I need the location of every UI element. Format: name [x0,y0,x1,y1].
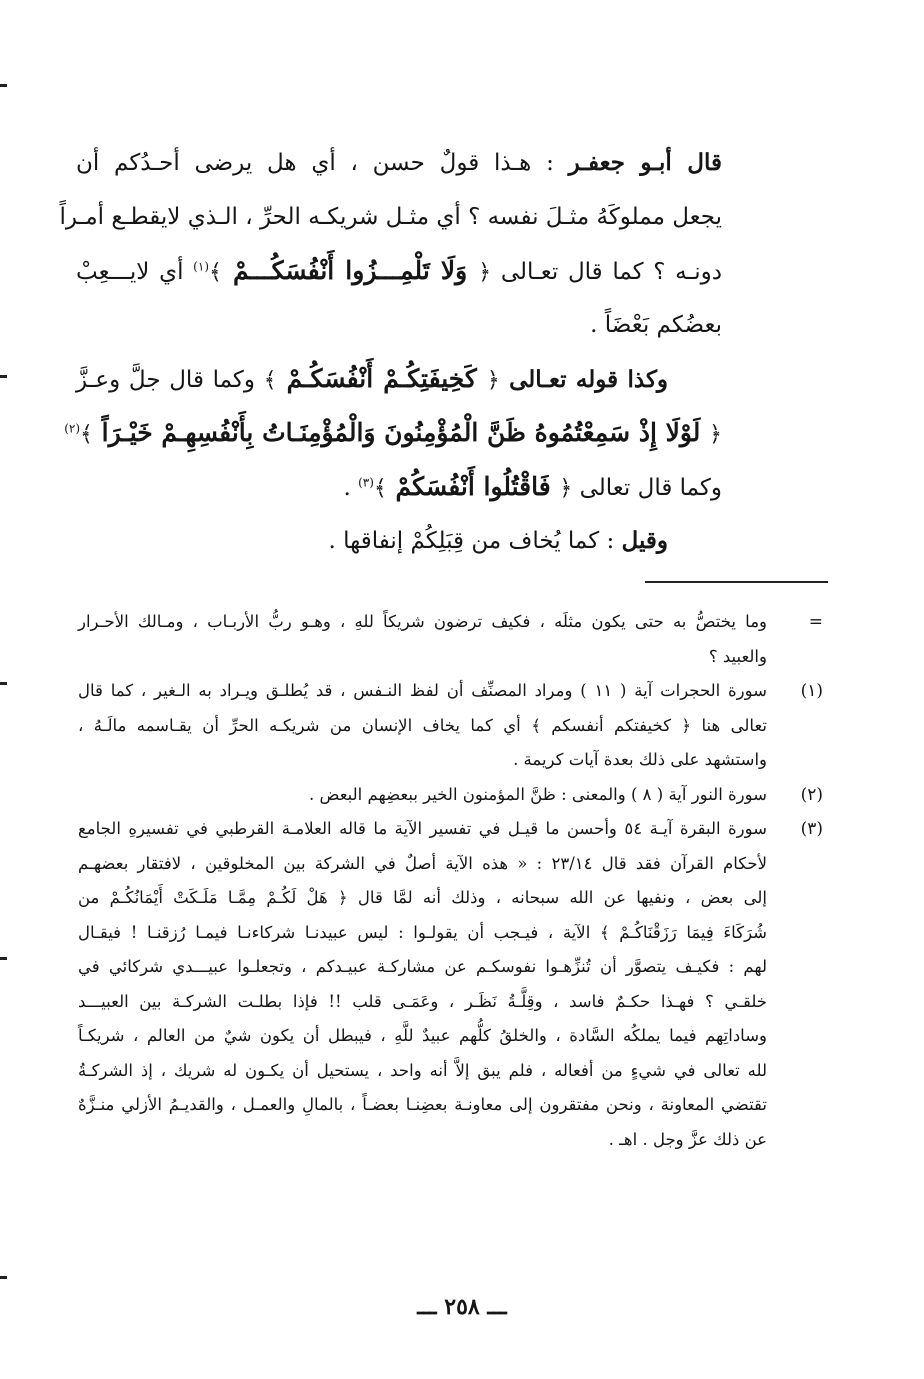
footnote-line: إلى بعض ، ونفيها عن الله سبحانه ، وذلك أنه لمَّا قال ﴿ هَلْ لَكُـمْ مِمَّـا مَلَـكَتْ أَيْمَانُكُـمْ من [78,888,767,907]
main-text-line [76,298,722,352]
main-text-line [76,514,722,568]
footnote-line: لله تعالى في شيءٍ من أفعاله ، فلم يبق إلاَّ أنه واحد ، يستحيل أن يكـون له شريك ، إذ الشركـةُ [78,1060,767,1080]
main-text-line [76,352,722,406]
quran-verse: كَخِيفَتِكُـمْ أَنْفُسَكُـمْ [276,364,487,393]
footnote-reference: (١) [193,259,209,274]
text-run: . [343,475,359,501]
text-run: يجعل مملوكَهُ مثـلَ نفسه ؟ أي مثـل شريكـه الحرِّ ، الـذي لايقطـع أمـراً [59,204,722,230]
quran-verse: لَوْلَا إِذْ سَمِعْتُمُوهُ ظَنَّ الْمُؤْمِنُونَ وَالْمُؤْمِنَـاتُ بِأَنْفُسِهِـمْ خَيْـرَاً [92,418,710,447]
text-run: أي لايـــعِبْ [76,259,194,285]
text-run: دونـه ؟ كما قال تعـالى [491,259,722,285]
scan-edge-mark [0,957,7,960]
main-text-line [64,406,722,460]
footnote-marker: (٣) [800,819,823,839]
footnote-line: لأحكام القرآن فقد قال ٢٣/١٤ : « هذه الآية أصلٌ في الشركة بين المخلوقين ، لافتقار بعضهـم [78,853,767,873]
text-run: وكما قال جلَّ وعـزَّ [76,367,264,393]
ornate-bracket: ﴾ [373,476,387,501]
footnote-line: سورة الحجرات آية ( ١١ ) ومراد المصنِّف أن لفظ النـفس ، قد يُطلـق ويـراد به الـغير ، كما قال [78,681,767,700]
main-text-line [76,244,722,298]
text-run: بعضُكم بَعْضَاً . [590,312,722,338]
footnote-marker: (١) [800,681,823,701]
ornate-bracket: ﴾ [263,368,277,393]
footnote-line: خلقـي ؟ فهـذا حكـمٌ فاسد ، وقِلَّـةُ نَظَـر ، وعَمَـى قلب !! فإذا بطلـت الشركـة بين العبيـــد [78,991,767,1011]
text-run: وكذا قوله تعـالى [499,366,669,393]
main-text-line [76,136,722,190]
text-run: وقيل [621,527,668,554]
text-run: قال أبـو جعفـر [568,149,722,176]
scan-edge-mark [0,375,7,378]
footnote-marker: (٢) [800,784,823,805]
ornate-bracket: ﴾ [209,260,222,285]
footnote [78,778,823,813]
ornate-bracket: ﴿ [709,422,722,447]
footnote-line: والعبيد ؟ [708,646,767,666]
text-run: : هـذا قولٌ حسن ، أي هل يرضى أحـدُكم أن [76,150,569,176]
footnote [78,674,823,778]
footnote-separator [645,581,828,583]
footnote [78,812,823,1157]
footnote-reference: (٣) [358,475,374,490]
quran-verse: فَاقْتُلُوا أَنْفُسَكُمْ [386,472,560,501]
footnote-line: واستشهد على ذلك بعدة آيات كريمة . [513,750,767,769]
main-text [59,136,722,568]
footnote-line: تقتضي المعاونة ، ونحن مفتقرون إلى معاونـة بعضِنـا بعضـاً ، بالمالِ والعمـل ، والقديـمُ الأزلي منـزَّهٌ [78,1095,767,1114]
ornate-bracket: ﴿ [486,368,500,393]
footnote-reference: (٢) [64,421,81,436]
footnotes [78,605,823,1157]
footnote-marker: = [808,612,823,632]
page-number: ـــ ٢٥٨ ـــ [417,1294,507,1320]
text-run: وكما قال تعالى [572,475,722,501]
footnote-line: لهم : فكيـف يتصوَّر أن تُنزِّهـوا نفوسكـم عن مشاركـة عبيـدكم ، وتجعلـوا عبيـــدي شركائي في [78,957,767,976]
footnote-line: سورة النور آية ( ٨ ) والمعنى : ظنَّ المؤمنون الخير ببعضِهم البعض . [309,784,767,804]
scan-edge-mark [0,84,7,87]
footnote-line: وما يختصُّ به حتى يكون مثلَه ، فكيف ترضون شريكاً للهِ ، وهـو ربُّ الأربـاب ، ومـالك الأحـرار [78,612,767,631]
footnote-line: شُرَكَاءَ فِيمَا رَزَقْنَاكُـمْ ﴾ الآية ، فيـجب أن يقولـوا : ليس عبيدنـا شركاءنـا فيمـا رُزقنـا ! فيقـال [78,922,767,942]
scan-edge-mark [0,1276,7,1279]
ornate-bracket: ﴿ [559,476,573,501]
footnote-line: تعالى هنا ﴿ كخيفتكم أنفسكم ﴾ أي كما يخاف الإنسان من شريكـه الحرِّ أن يقـاسمه مالَـهُ ، [78,715,767,735]
text-run: : كما يُخاف من قِبَلِكُمْ إنفاقها . [328,528,622,554]
footnote-line: وساداتِهم فيما يملكُه السَّادة ، والخلقُ كلُّهم عبيدٌ للَّهِ ، فيبطل أن يكون شيٌ من العالم ، شريكـاً [78,1026,767,1045]
footnote-line: سورة البقرة آيـة ٥٤ وأحسن ما قيـل في تفسير الآية ما قاله العلامـة القرطبي في تفسيرهِ الجامع [78,819,767,838]
quran-verse: وَلَا تَلْمِـــزُوا أَنْفُسَكُـــمْ [221,256,479,285]
ornate-bracket: ﴾ [80,422,93,447]
main-text-line [76,460,722,514]
scan-edge-mark [0,682,7,685]
ornate-bracket: ﴿ [478,260,492,285]
footnote [78,605,823,674]
footnote-line: عن ذلك عزَّ وجل . اهـ . [608,1129,767,1149]
main-text-line [59,190,722,244]
